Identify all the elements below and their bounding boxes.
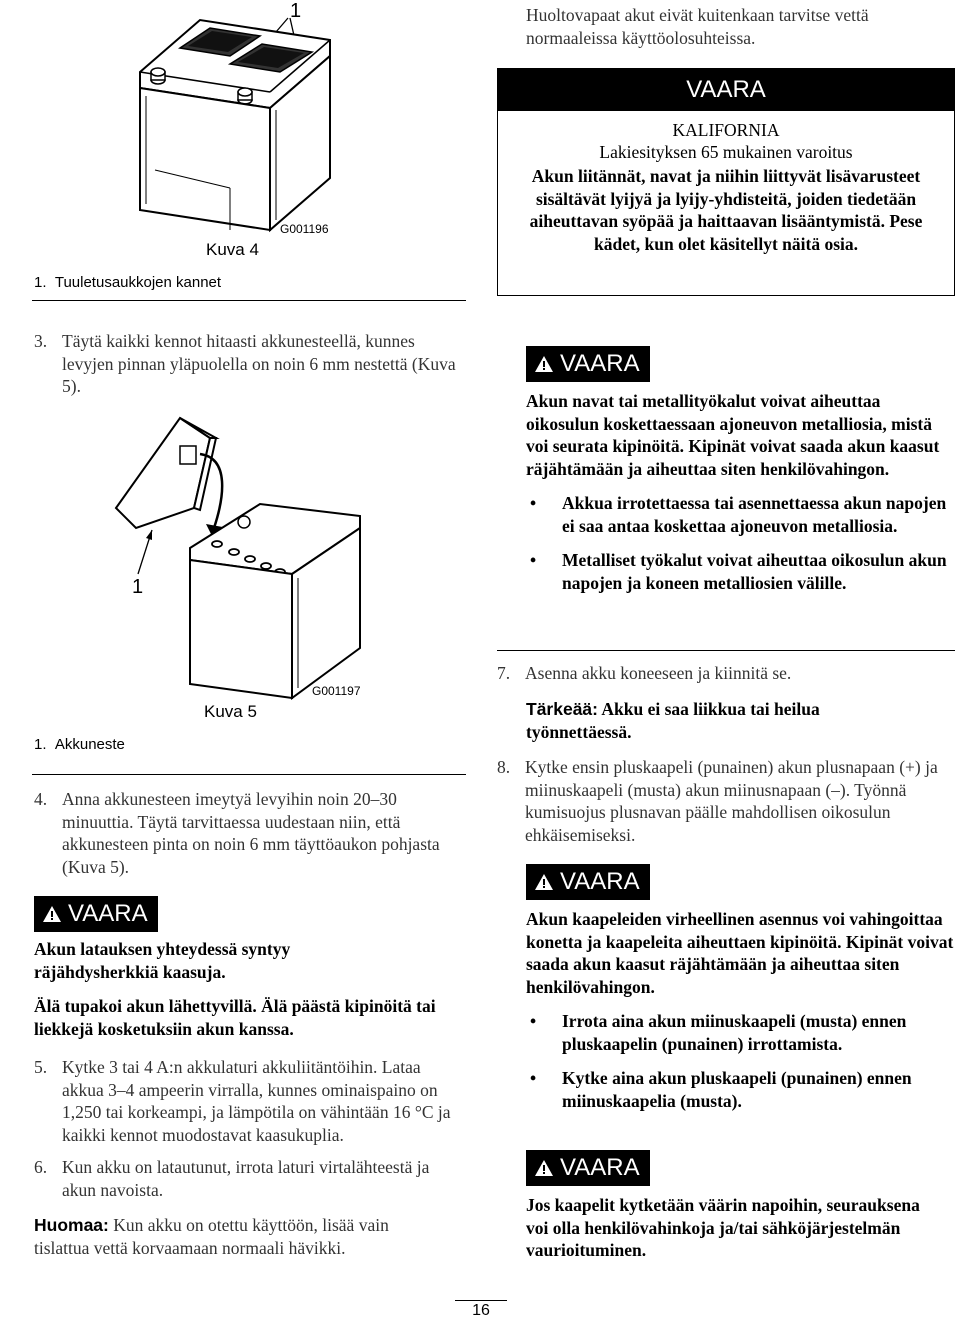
step-3 [34,330,464,398]
important-label: Tärkeää: [526,699,598,719]
bullet-glyph: • [530,493,537,513]
warning-cable-install [526,864,956,1112]
step-6 [34,1156,464,1201]
step-5 [34,1056,464,1146]
warning-short-circuit [526,346,956,594]
bullet-glyph: • [530,550,537,570]
figure-5-callout-number: 1 [132,576,144,598]
warning-triangle-icon [534,1159,554,1177]
california-warning-header: VAARA [498,69,954,111]
step-4-number: 4. [34,789,48,809]
warning-cable-install-text: Akun kaapeleiden virheellinen asennus voi vahingoittaa konetta ja kaapeleita aiheuttaen kipinöitä. Kipinät voivat saada akun kaasut räjähtämään ja aiheuttaa siten henkilövahingon. [526,909,954,997]
step-5-text: Kytke 3 tai 4 A:n akkulaturi akkuliitäntöihin. Lataa akkua 3–4 ampeerin virralla, kunnes ominaispaino on 1,250 tai korkeampi, ja lämpötila on vähintään 16 °C ja kaikki kennot muodostavat kaasukuplia. [62,1057,451,1145]
figure-4-callout-number: 1 [290,0,302,22]
warning-wrong-terminals-label-text: VAARA [560,1154,640,1181]
warning-short-circuit-label-text: VAARA [560,350,640,377]
warning-cable-install-bullet [526,1010,956,1055]
warning-cable-install-label [526,864,650,900]
step-6-number: 6. [34,1157,48,1177]
warning-charging-label-text: VAARA [68,900,148,927]
note [34,1214,444,1259]
figure-4-caption: Kuva 4 [206,240,259,259]
warning-wrong-terminals-label [526,1150,650,1186]
step-3-number: 3. [34,331,48,351]
important-note [526,698,926,743]
figure-5-legend: 1. Akkuneste [34,736,125,753]
warning-charging-label [34,896,158,932]
step-7 [497,662,957,685]
california-warning-title: KALIFORNIA [672,120,780,140]
page-number-rule [455,1300,507,1301]
bullet-text: Metalliset työkalut voivat aiheuttaa oikosulun akun napojen ja koneen metalliosien välille. [562,550,947,593]
warning-short-circuit-bullet [526,492,956,537]
bullet-glyph: • [530,1011,537,1031]
warning-short-circuit-bullet [526,549,956,594]
step-6-text: Kun akku on latautunut, irrota laturi virtalähteestä ja akun navoista. [62,1157,430,1200]
warning-charging-text-2: Älä tupakoi akun lähettyvillä. Älä päästä kipinöitä tai liekkejä kosketuksiin akun kanssa. [34,996,436,1039]
california-warning-subtitle: Lakiesityksen 65 mukainen varoitus [599,142,853,162]
warning-triangle-icon [42,905,62,923]
warning-short-circuit-label [526,346,650,382]
intro-text: Huoltovapaat akut eivät kuitenkaan tarvitse vettä normaaleissa käyttöolosuhteissa. [526,5,869,48]
figure-4-bottom-rule [32,300,466,301]
step-8 [497,756,957,846]
bullet-text: Akkua irrotettaessa tai asennettaessa akun napojen ei saa antaa koskettaa ajoneuvon metalliosia. [562,493,947,536]
warning-triangle-icon [534,355,554,373]
figure-5 [30,398,470,758]
figure-4-code: G001196 [280,222,329,236]
important-text: Akku ei saa liikkua tai heilua työnnettäessä. [526,699,820,742]
page-number: 16 [472,1302,490,1319]
california-warning-body: Akun liitännät, navat ja niihin liittyvät lisävarusteet sisältävät lyijyä ja lyijy-yhdisteitä, joiden tiedetään aiheuttavan syöpää ja haittaavan lisääntymistä. Pese kädet, kun olet käsitellyt näitä osia. [529,166,923,254]
step-4 [34,788,464,878]
step-8-number: 8. [497,757,511,777]
figure-5-code: G001197 [312,684,361,698]
warning-cable-install-label-text: VAARA [560,868,640,895]
bullet-text: Irrota aina akun miinuskaapeli (musta) ennen pluskaapelin (punainen) irrottamista. [562,1011,907,1054]
step-7-text: Asenna akku koneeseen ja kiinnitä se. [525,663,792,683]
note-text: Kun akku on otettu käyttöön, lisää vain tislattua vettä korvaamaan normaali hävikki. [34,1215,389,1258]
figure-4 [30,0,470,300]
figure-4-legend: 1. Tuuletusaukkojen kannet [34,274,222,291]
right-section-rule [497,650,955,651]
step-3-text: Täytä kaikki kennot hitaasti akkunesteellä, kunnes levyjen pinnan yläpuolella on noin 6 mm nestettä (Kuva 5). [62,331,456,396]
warning-charging-text-1: Akun latauksen yhteydessä syntyy räjähdysherkkiä kaasuja. [34,939,291,982]
figure-5-bottom-rule [32,774,466,775]
warning-wrong-terminals-text: Jos kaapelit kytketään väärin napoihin, seurauksena voi olla henkilövahinkoja ja/tai sähköjärjestelmän vaurioituminen. [526,1195,920,1260]
warning-short-circuit-text: Akun navat tai metallityökalut voivat aiheuttaa oikosulun koskettaessaan ajoneuvon metalliosia, mistä voi seurata kipinöitä. Kipinät voivat saada akun kaasut räjähtämään ja aiheuttaa siten henkilövahingon. [526,391,940,479]
step-7-number: 7. [497,663,511,683]
california-warning-box [497,68,955,296]
step-4-text: Anna akkunesteen imeytyä levyihin noin 20–30 minuuttia. Täytä tarvittaessa uudestaan niin, että akkunesteen pinta on noin 6 mm täyttöaukon pohjasta (Kuva 5). [62,789,440,877]
warning-charging [34,896,464,1040]
bullet-text: Kytke aina akun pluskaapeli (punainen) ennen miinuskaapelia (musta). [562,1068,912,1111]
warning-triangle-icon [534,873,554,891]
warning-cable-install-bullet [526,1067,956,1112]
warning-wrong-terminals [526,1150,956,1262]
bullet-glyph: • [530,1068,537,1088]
step-5-number: 5. [34,1057,48,1077]
step-8-text: Kytke ensin pluskaapeli (punainen) akun plusnapaan (+) ja miinuskaapeli (musta) akun miinusnapaan (–). Työnnä kumisuojus plusnavan päälle mahdollisen oikosulun ehkäisemiseksi. [525,757,938,845]
figure-5-caption: Kuva 5 [204,702,257,721]
note-label: Huomaa: [34,1215,109,1235]
